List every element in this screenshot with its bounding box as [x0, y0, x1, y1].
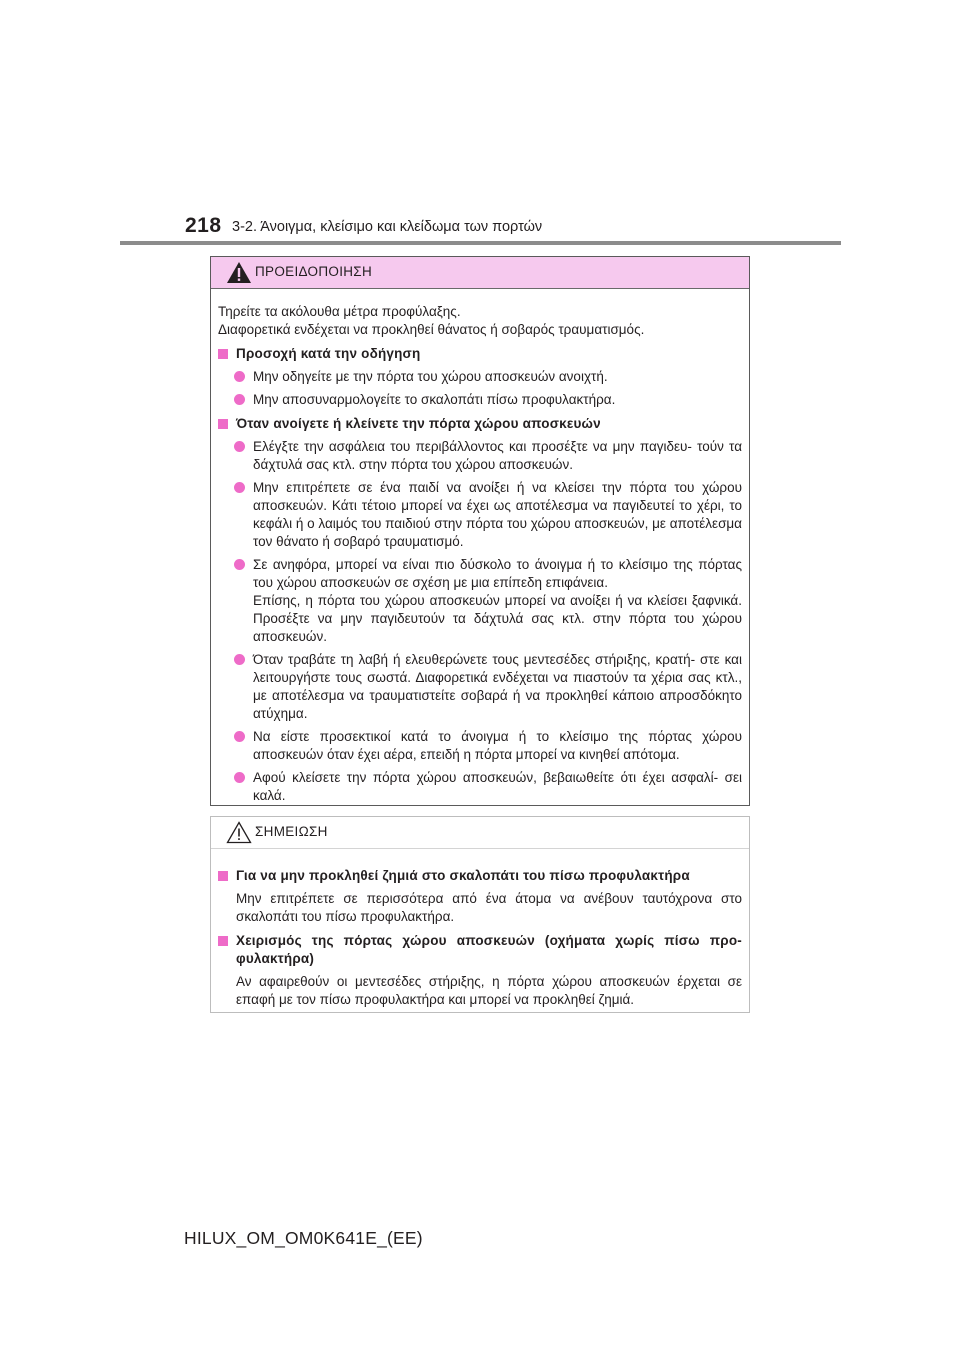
list-item-text: Μην επιτρέπετε σε ένα παιδί να ανοίξει ή να κλείσει την πόρτα του χώρου αποσκευών. Κάτι τέτοιο μπορεί να έχει ως αποτέλεσμα να παγιδευτεί το χέρι, το κεφάλι ή ο λαιμός του παιδιού στην πόρτα του χώρου αποσκευών, με αποτέλεσμα τον θάνατο ή σοβαρό τραυματισμό. [253, 480, 742, 549]
list-item [218, 769, 742, 805]
square-bullet-icon [218, 349, 228, 359]
page-number: 218 [185, 214, 222, 237]
warning-intro [218, 303, 742, 339]
section-heading-text: Όταν ανοίγετε ή κλείνετε την πόρτα χώρου αποσκευών [236, 416, 601, 431]
round-bullet-icon [234, 394, 245, 405]
section-heading-text: Για να μην προκληθεί ζημιά στο σκαλοπάτι του πίσω προφυλακτήρα [236, 868, 690, 883]
page-header [0, 0, 960, 250]
square-bullet-icon [218, 419, 228, 429]
round-bullet-icon [234, 441, 245, 452]
list-item [218, 438, 742, 474]
list-item-text: Όταν τραβάτε τη λαβή ή ελευθερώνετε τους μεντεσέδες στήριξης, κρατή- στε και λειτουργήστε τους σωστά. Διαφορετικά ενδέχεται να πιαστούν τα χέρια σας κτλ., με αποτέλεσμα να τραυματιστείτε σοβαρά ή να προκληθεί κάποιο απροσδόκητο ατύχημα. [253, 652, 742, 721]
list-item [218, 728, 742, 764]
round-bullet-icon [234, 559, 245, 570]
note-title: ΣΗΜΕΙΩΣΗ [255, 824, 328, 839]
list-item-text: Αφού κλείσετε την πόρτα χώρου αποσκευών, βεβαιωθείτε ότι έχει ασφαλί- σει καλά. [253, 770, 742, 803]
note-paragraph [218, 890, 742, 926]
round-bullet-icon [234, 772, 245, 783]
list-item-text: Σε ανηφόρα, μπορεί να είναι πιο δύσκολο το άνοιγμα ή το κλείσιμο της πόρτας του χώρου αποσκευών σε σχέση με μια επίπεδη επιφάνεια. [253, 557, 742, 590]
list-item-text: Ελέγξτε την ασφάλεια του περιβάλλοντος και προσέξτε να μην παγιδευ- τούν τα δάχτυλά σας κτλ. στην πόρτα του χώρου αποσκευών. [253, 439, 742, 472]
note-paragraph-text: Μην επιτρέπετε σε περισσότερα από ένα άτομα να ανέβουν ταυτόχρονα στο σκαλοπάτι του πίσω προφυλακτήρα. [236, 891, 742, 924]
warning-triangle-icon [226, 261, 252, 284]
section-heading [218, 867, 742, 885]
notice-triangle-icon [226, 821, 252, 844]
list-item [218, 368, 742, 386]
document-code: HILUX_OM_OM0K641E_(EE) [184, 1228, 423, 1248]
header-divider [120, 241, 841, 245]
section-heading [218, 415, 742, 433]
note-box [210, 816, 750, 1013]
list-item-text: Επίσης, η πόρτα του χώρου αποσκευών μπορεί να ανοίξει ή να κλείσει ξαφνικά. Προσέξτε να μην παγιδευτούν τα δάχτυλά σας κτλ. στην πόρτα του χώρου αποσκευών. [253, 593, 742, 644]
warning-box [210, 256, 750, 806]
note-paragraph-text: Αν αφαιρεθούν οι μεντεσέδες στήριξης, η πόρτα χώρου αποσκευών έρχεται σε επαφή με τον πίσω προφυλακτήρα και μπορεί να προκληθεί ζημιά. [236, 974, 742, 1007]
note-paragraph [218, 973, 742, 1009]
section-title: 3-2. Άνοιγμα, κλείσιμο και κλείδωμα των πορτών [232, 219, 543, 235]
section-heading-text: Χειρισμός της πόρτας χώρου αποσκευών (οχήματα χωρίς πίσω προ- φυλακτήρα) [236, 933, 742, 966]
list-item [218, 391, 742, 409]
list-item-text: Να είστε προσεκτικοί κατά το άνοιγμα ή το κλείσιμο της πόρτας χώρου αποσκευών όταν έχει αέρα, επειδή η πόρτα μπορεί να κινηθεί απότομα. [253, 729, 742, 762]
section-heading [218, 345, 742, 363]
round-bullet-icon [234, 731, 245, 742]
round-bullet-icon [234, 371, 245, 382]
section-heading-text: Προσοχή κατά την οδήγηση [236, 346, 421, 361]
square-bullet-icon [218, 936, 228, 946]
note-body [211, 849, 749, 1009]
intro-line: Διαφορετικά ενδέχεται να προκληθεί θάνατος ή σοβαρός τραυματισμός. [218, 322, 645, 337]
warning-header [211, 257, 749, 289]
note-header [211, 817, 749, 849]
list-item [218, 479, 742, 551]
round-bullet-icon [234, 654, 245, 665]
section-heading [218, 932, 742, 968]
list-item [218, 556, 742, 646]
round-bullet-icon [234, 482, 245, 493]
list-item-text: Μην οδηγείτε με την πόρτα του χώρου αποσκευών ανοιχτή. [253, 369, 608, 384]
list-item-text: Μην αποσυναρμολογείτε το σκαλοπάτι πίσω προφυλακτήρα. [253, 392, 616, 407]
intro-line: Τηρείτε τα ακόλουθα μέτρα προφύλαξης. [218, 304, 461, 319]
square-bullet-icon [218, 871, 228, 881]
list-item [218, 651, 742, 723]
warning-title: ΠΡΟΕΙΔΟΠΟΙΗΣΗ [255, 264, 372, 279]
warning-body [211, 289, 749, 805]
